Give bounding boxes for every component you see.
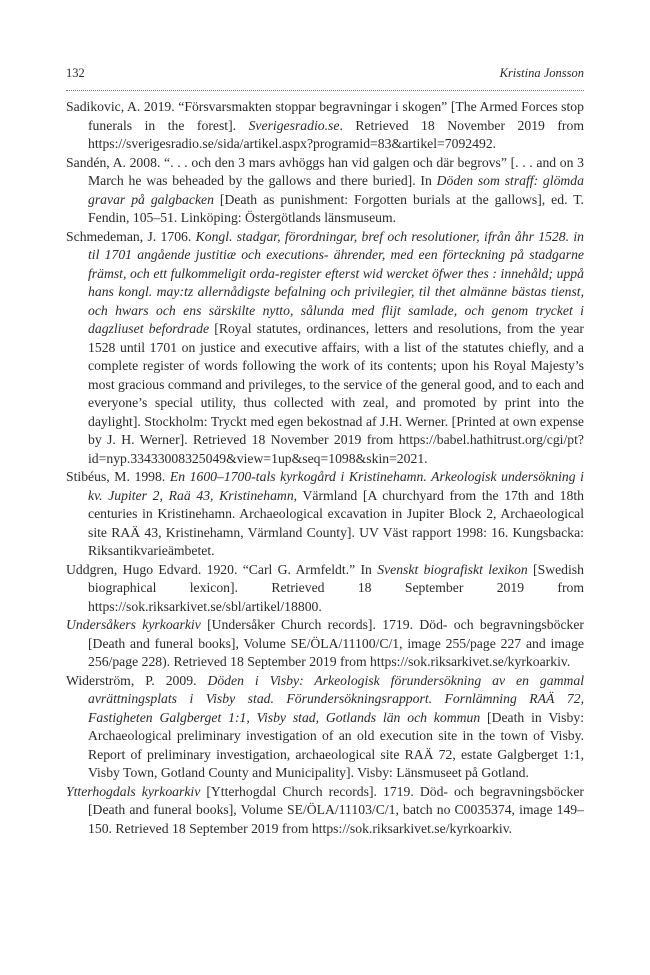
entry-text: [Swedish biographical lexicon]. Retrieved 18 September 2019 from https://sok.riksarkivet.se/sbl/artikel/18800. xyxy=(88,561,584,614)
entry-text: Schmedeman, J. 1706. xyxy=(66,228,196,244)
bibliography-entry xyxy=(66,616,584,672)
bibliography-entry xyxy=(66,468,584,561)
entry-italic-text: Ytterhogdals kyrkoarkiv xyxy=(66,783,201,799)
page-header xyxy=(66,66,584,86)
bibliography-entry xyxy=(66,154,584,228)
entry-text: Uddgren, Hugo Edvard. 1920. “Carl G. Armfeldt.” In xyxy=(66,561,378,577)
entry-italic-text: Undersåkers kyrkoarkiv xyxy=(66,617,201,632)
bibliography-list xyxy=(66,98,584,838)
entry-italic-text: Svenskt biografiskt lexikon xyxy=(377,561,528,577)
entry-text: Widerström, P. 2009. xyxy=(66,672,208,688)
entry-text: [Death as punishment: Forgotten burials at the gallows], ed. T. Fendin, 105–51. Linköping: Östergötlands länsmuseum. xyxy=(88,191,584,225)
bibliography-entry xyxy=(66,561,584,617)
entry-text: Stibéus, M. 1998. xyxy=(66,469,170,484)
page-number: 132 xyxy=(66,66,85,80)
entry-text: Sadikovic, A. 2019. “Försvarsmakten stoppar begravningar i skogen” [The Armed Forces stop funerals in the forest]. xyxy=(66,99,584,133)
entry-text: [Death in Visby: Archaeological preliminary investigation of an old execution site in the town of Visby. Report of preliminary investigation, archaeological site RAÄ 72, estate Galgberget 1:1, Visby Town, Gotland County and Municipality]. Visby: Länsmuseet på Gotland. xyxy=(88,709,585,780)
bibliography-entry xyxy=(66,672,584,783)
entry-text: [Royal statutes, ordinances, letters and resolutions, from the year 1528 until 1701 on justice and executive affairs, with a list of the statutes chiefly, and a complete register of words following the work of its contents; upon his Royal Majesty’s most gracious command and privileges, to the service of the general good, and to each and everyone’s special utility, thus collected with zeal, and promoted by print into the daylight]. Stockholm: Tryckt med egen bekostnad af J.H. Werner. [Printed at own expense by J. H. Werner]. Retrieved 18 November 2019 from https://babel.hathitrust.org/cgi/pt?id=nyp.33433008325049&view=1up&seq=1098&skin=2021. xyxy=(88,321,585,466)
entry-italic-text: Sverigesradio.se xyxy=(248,117,340,133)
entry-italic-text: Döden i Visby: Arkeologisk förundersökning av en gammal avrättningsplats i Visby stad. Förundersökningsrapport. Fornlämning RAÄ 72, Fastigheten Galgberget 1:1, Visby stad, Gotlands län och kommun xyxy=(88,672,584,725)
entry-text: [Undersåker Church records]. 1719. Död- och begravningsböcker [Death and funeral books], Volume SE/ÖLA/11100/C/1, image 255/page 227 and image 256/page 228). Retrieved 18 September 2019 from https://sok.riksarkivet.se/kyrkoarkiv. xyxy=(88,617,584,669)
entry-italic-text: En 1600–1700-tals kyrkogård i Kristinehamn. Arkeologisk undersökning i kv. Jupiter 2, Raä 43, Kristinehamn xyxy=(88,469,584,503)
entry-text: Sandén, A. 2008. “. . . och den 3 mars avhöggs han vid galgen och där begrovs” [. . . and on 3 March he was beheaded by the gallows and there buried]. In xyxy=(66,154,584,188)
entry-text: [Ytterhogdal Church records]. 1719. Död- och begravningsböcker [Death and funeral books], Volume SE/ÖLA/11103/C/1, batch no C0035374, image 149–150. Retrieved 18 September 2019 from https://sok.riksarkivet.se/kyrkoarkiv. xyxy=(88,783,584,836)
entry-italic-text: Kongl. stadgar, förordningar, bref och resolutioner, ifrån åhr 1528. in til 1701 angående justitiæ och executions- ährender, med een förteckning på stadgarne främst, och ett fulkommeligit orda-register efterst wid wercket öfwer thes : innehåld; uppå hans kongl. may:tz allernådigste befalning och privilegier, til thet almänne bästas tienst, och hwars och ens särskilte nytto, sålunda med flijt samlade, och genom trycket i dagzliuset befordrade xyxy=(88,228,584,336)
entry-italic-text: Döden som straff: glömda gravar på galgbacken xyxy=(88,173,584,207)
bibliography-entry xyxy=(66,783,584,839)
bibliography-entry xyxy=(66,228,584,469)
entry-text: , Värmland [A churchyard from the 17th and 18th centuries in Kristinehamn. Archaeological excavation in Jupiter Block 2, Archaeological site RAÄ 43, Kristinehamn, Värmland County]. UV Väst rapport 1998: 16. Kungsbacka: Riksantikvarieämbetet. xyxy=(88,487,584,558)
running-head: Kristina Jonsson xyxy=(499,66,584,80)
bibliography-entry xyxy=(66,98,584,154)
header-rule xyxy=(66,90,584,91)
entry-text: . Retrieved 18 November 2019 from https://sverigesradio.se/sida/artikel.aspx?programid=83&artikel=7092492. xyxy=(88,117,584,151)
